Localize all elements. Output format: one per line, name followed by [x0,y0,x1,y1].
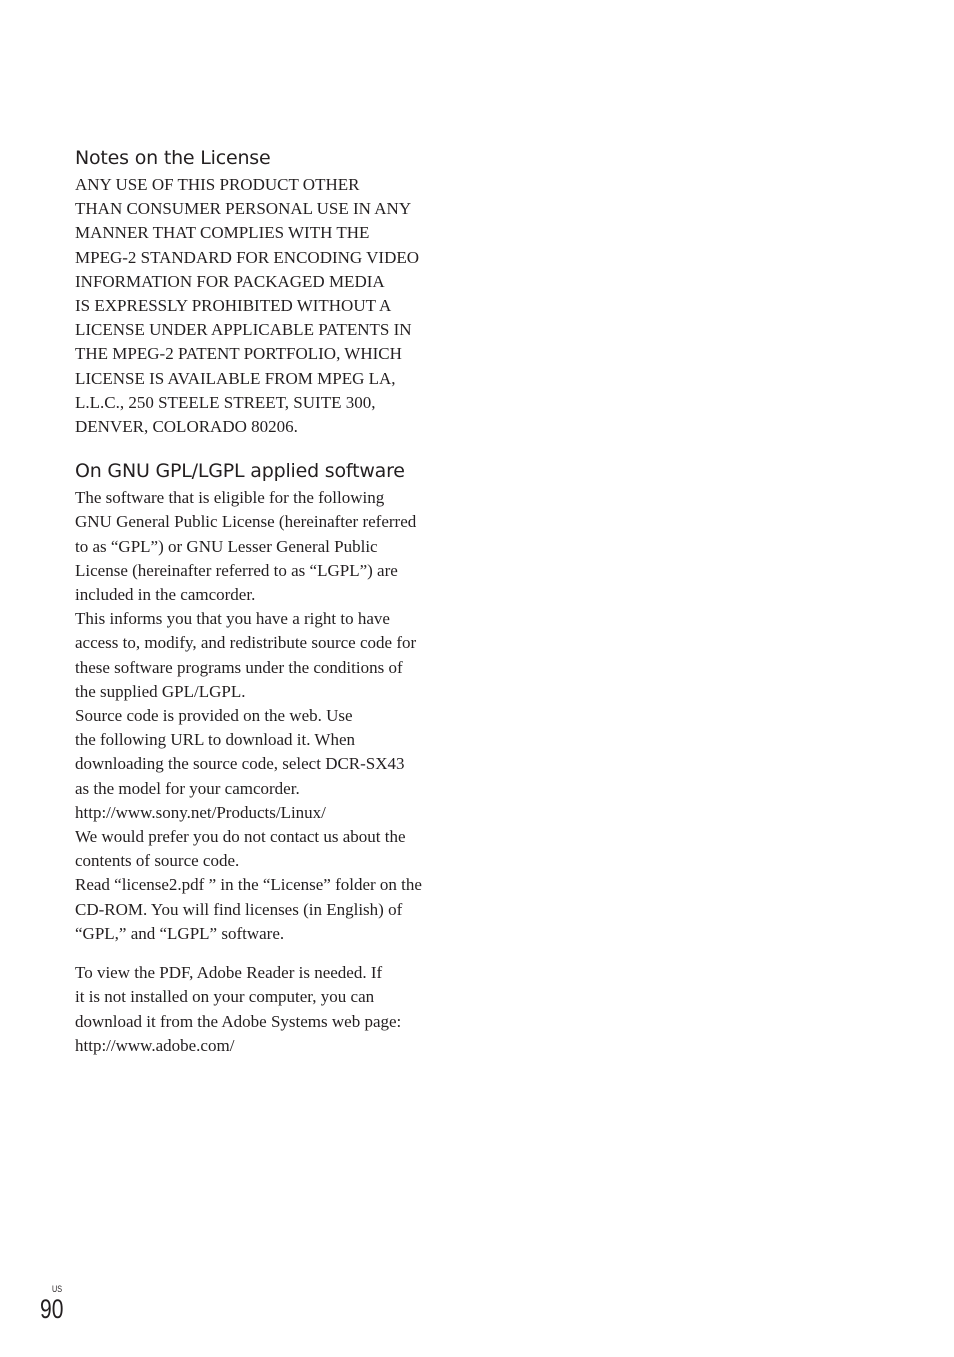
content-column [75,144,455,1058]
gpl-software-section [75,457,455,946]
text-line: downloading the source code, select DCR-SX43 [75,754,405,774]
text-line: We would prefer you do not contact us about the [75,827,406,847]
text-line: to as “GPL”) or GNU Lesser General Public [75,536,378,556]
text-line: it is not installed on your computer, you can [75,987,375,1007]
text-line: THAN CONSUMER PERSONAL USE IN ANY [75,199,412,219]
text-line: This informs you that you have a right to have [75,609,390,629]
sony-linux-url: http://www.sony.net/Products/Linux/ [75,802,326,822]
license-notes-section [75,144,455,439]
text-line: the supplied GPL/LGPL. [75,681,246,701]
text-line: as the model for your camcorder. [75,778,300,798]
text-line: To view the PDF, Adobe Reader is needed. If [75,963,383,983]
gpl-software-text [75,486,455,946]
text-line: THE MPEG-2 PATENT PORTFOLIO, WHICH [75,344,402,364]
text-line: included in the camcorder. [75,585,256,605]
text-line: INFORMATION FOR PACKAGED MEDIA [75,271,385,291]
region-code: US [52,1284,63,1294]
adobe-reader-note [75,961,455,1058]
text-line: “GPL,” and “LGPL” software. [75,923,285,943]
text-line: contents of source code. [75,851,240,871]
text-line: L.L.C., 250 STEELE STREET, SUITE 300, [75,392,376,412]
text-line: these software programs under the conditions of [75,657,403,677]
text-line: The software that is eligible for the following [75,488,385,508]
text-line: the following URL to download it. When [75,730,355,750]
text-line: License (hereinafter referred to as “LGPL”) are [75,560,398,580]
text-line: download it from the Adobe Systems web page: [75,1011,402,1031]
text-line: CD-ROM. You will find licenses (in English) of [75,899,403,919]
section-heading: On GNU GPL/LGPL applied software [75,460,405,483]
adobe-url: http://www.adobe.com/ [75,1035,235,1055]
adobe-reader-text [75,961,455,1058]
license-notes-text [75,173,455,439]
page-number: 90 [40,1294,64,1324]
text-line: LICENSE IS AVAILABLE FROM MPEG LA, [75,368,396,388]
section-heading: Notes on the License [75,147,271,169]
text-line: ANY USE OF THIS PRODUCT OTHER [75,175,360,194]
text-line: IS EXPRESSLY PROHIBITED WITHOUT A [75,296,392,316]
text-line: Source code is provided on the web. Use [75,706,353,726]
text-line: DENVER, COLORADO 80206. [75,417,298,437]
text-line: Read “license2.pdf ” in the “License” folder on the [75,875,422,895]
text-line: MPEG-2 STANDARD FOR ENCODING VIDEO [75,247,420,267]
text-line: MANNER THAT COMPLIES WITH THE [75,223,370,243]
text-line: GNU General Public License (hereinafter referred [75,512,417,532]
text-line: access to, modify, and redistribute source code for [75,633,417,653]
text-line: LICENSE UNDER APPLICABLE PATENTS IN [75,320,412,340]
